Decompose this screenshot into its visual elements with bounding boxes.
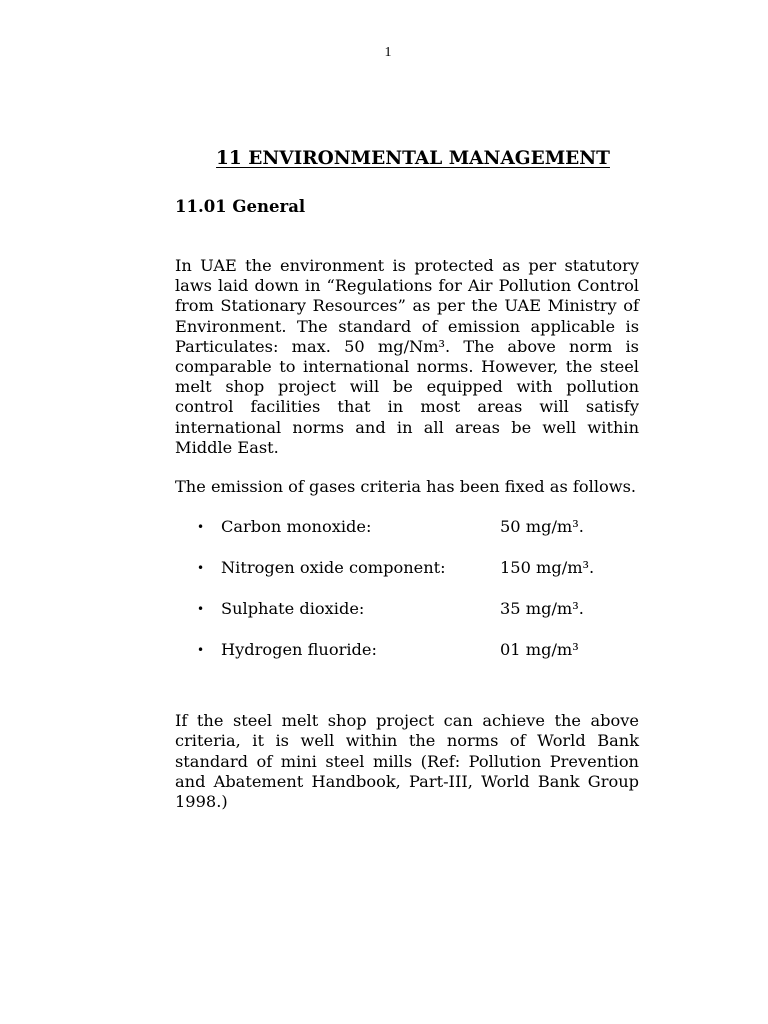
criteria-value: 150 mg/m³. bbox=[500, 558, 595, 578]
list-item bbox=[175, 558, 639, 599]
intro-paragraph: In UAE the environment is protected as per statutory laws laid down in “Regulations for Air Pollution Control from Stationary Resources” as per the UAE Ministry of Environment. The standard of emission applicable is Particulates: max. 50 mg/Nm³. The above norm is comparable to international norms. However, the steel melt shop project will be equipped with pollution control facilities that in most areas will satisfy international norms and in all areas be well within Middle East. bbox=[175, 256, 639, 457]
conclusion-paragraph: If the steel melt shop project can achieve the above criteria, it is well within the norms of World Bank standard of mini steel mills (Ref: Pollution Prevention and Abatement Handbook, Part-III, World Bank Group 1998.) bbox=[175, 711, 639, 812]
section-heading: 11.01 General bbox=[175, 197, 306, 216]
bullet-icon: • bbox=[197, 602, 205, 617]
criteria-intro-paragraph: The emission of gases criteria has been fixed as follows. bbox=[175, 477, 637, 497]
bullet-icon: • bbox=[197, 561, 205, 576]
document-body bbox=[175, 146, 639, 812]
bullet-icon: • bbox=[197, 643, 205, 658]
list-item bbox=[175, 517, 639, 558]
criteria-name: Nitrogen oxide component: bbox=[221, 558, 446, 578]
page-number: 1 bbox=[384, 45, 392, 60]
criteria-name: Sulphate dioxide: bbox=[221, 599, 365, 619]
criteria-value: 01 mg/m³ bbox=[500, 640, 579, 660]
criteria-value: 35 mg/m³. bbox=[500, 599, 584, 619]
emission-criteria-list bbox=[175, 517, 639, 681]
criteria-name: Hydrogen fluoride: bbox=[221, 640, 377, 660]
chapter-title: 11 ENVIRONMENTAL MANAGEMENT bbox=[216, 148, 610, 169]
criteria-value: 50 mg/m³. bbox=[500, 517, 584, 537]
criteria-name: Carbon monoxide: bbox=[221, 517, 372, 537]
list-item bbox=[175, 640, 639, 681]
bullet-icon: • bbox=[197, 520, 205, 535]
list-item bbox=[175, 599, 639, 640]
